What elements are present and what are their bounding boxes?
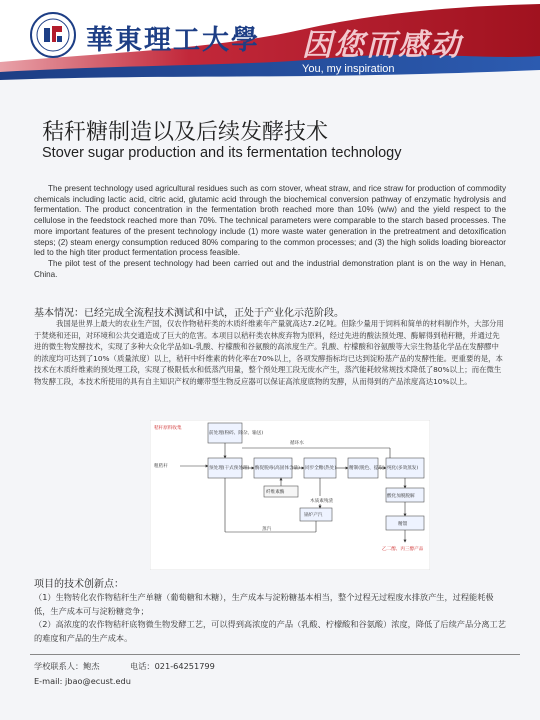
slogan: 因您而感动 xyxy=(302,28,462,63)
innovation-list xyxy=(34,591,506,645)
innovation-heading: 项目的技术创新点： xyxy=(34,579,124,590)
label-raw: 粗秸秆 xyxy=(154,464,168,469)
label-cycle-water: 循环水 xyxy=(290,441,304,446)
header-banner xyxy=(0,0,540,92)
label-pretreat-storage: 前处理(粉碎、除杂、输送) xyxy=(209,431,264,436)
process-flow-diagram xyxy=(150,420,430,570)
label-ssf: 同步全糖(热处) xyxy=(305,466,337,471)
page-subtitle: Stover sugar production and its fermentation technology xyxy=(42,145,402,161)
label-fermentation-tank: 纤维素酶 xyxy=(266,490,285,495)
label-refine2: 精馏 xyxy=(398,522,408,527)
contact-person-line xyxy=(34,661,215,672)
label-refine: 精制(脱色、提取) xyxy=(349,466,385,471)
label-final-product: 乙二醇、丙三醇产品 xyxy=(382,547,424,552)
contact-person: 学校联系人：鲍杰 xyxy=(34,661,100,671)
abstract-paragraph: The present technology used agricultural residues such as corn stover, wheat straw, and rice straw for production of commodity chemicals including lactic acid, citric acid, glutamic acid through the biochemical conversion pathway of enzymatic hydrolysis and fermentation. The product concentration in the fermentation broth reached more than 10% (w/w) and the yield respect to the cellulose in the feedstock reached more than 70%. The technical parameters were comparable to the starch based processes. The more important features of the present technology include (1) more waste water generation in the pretreatment and detoxification steps; (2) steam energy consumption reduced 80% comparing to the common processes; and (3) the high solids loading bioreactor led to the high titer product fermentation process feasible. xyxy=(34,184,506,258)
label-collect: 秸秆原料收集 xyxy=(154,426,182,431)
divider xyxy=(30,654,520,655)
label-pretreat: 预处理(干式预处理) xyxy=(209,466,250,471)
label-detox: 酶促脱毒(高固体含量) xyxy=(255,466,300,471)
university-logo xyxy=(30,12,76,58)
slogan-english: You, my inspiration xyxy=(302,63,395,75)
innovation-item: （1）生物转化农作物秸秆生产单糖（葡萄糖和木糖），生产成本与淀粉糖基本相当，整个过程无过程废水排放产生，过程能耗极低，生产成本可与淀粉糖竞争； xyxy=(34,592,494,616)
abstract-paragraph: The pilot test of the present technology had been carried out and the industrial demonstration plant is on the way in Henan, China. xyxy=(34,258,506,279)
label-boiler: 锅炉产汽 xyxy=(304,513,323,518)
innovation-item: （2）高浓度的农作物秸秆底物微生物发酵工艺，可以得到高浓度的产品（乳酸、柠檬酸和谷氨酸）浓度，降低了后续产品分离工艺的难度和产品的生产成本。 xyxy=(34,619,506,643)
contact-phone: 电话：021-64251799 xyxy=(130,661,215,671)
label-wood-residue: 木质素残渣 xyxy=(310,499,333,504)
basic-info-heading: 基本情况：已经完成全流程技术测试和中试，正处于产业化示范阶段。 xyxy=(34,308,344,319)
label-process: 酸化加脱脱解 xyxy=(387,494,415,499)
page-title: 秸秆糖制造以及后续发酵技术 xyxy=(42,120,329,145)
contact-email[interactable]: E-mail: jbao@ecust.edu xyxy=(34,676,131,686)
abstract xyxy=(34,184,506,280)
basic-info-body: 我国是世界上最大的农业生产国，仅农作物秸秆类的木质纤维素年产量就高达7.2亿吨。但除少量用于饲料和简单的材料制作外，大部分用于焚烧和还田，对环境和公共交通造成了巨大的危害。本项目以秸秆类农林废弃物为原料，经过先进的酸法预处理、酶解得到秸秆糖，并通过先进的微生物发酵技术，实现了多种大众化学品如L-乳酸、柠檬酸和谷氨酸的高浓度生产。乳酸、柠檬酸和谷氨酸等大宗生物基化学品在发酵醪中的浓度均可达到了10%（质量浓度）以上，秸秆中纤维素的转化率在70%以上，各项发酵指标均已达到淀粉基产品的发酵性能。更重要的是，本技术在木质纤维素的预处理工段，实现了极限低水和低蒸汽用量，整个预处理工段无废水产生，蒸汽能耗较常规技术降低了80%以上；而在微生物发酵工段，本技术所使用的具有自主知识产权的螺带型生物反应器可以保证高浓度底物的发酵，从而得到的产品浓度高达10%以上。 xyxy=(34,319,504,386)
university-name: 華東理工大學 xyxy=(86,25,260,56)
label-product: 纯化(多效蒸发) xyxy=(387,466,419,471)
label-steam: 蒸汽 xyxy=(262,527,272,532)
